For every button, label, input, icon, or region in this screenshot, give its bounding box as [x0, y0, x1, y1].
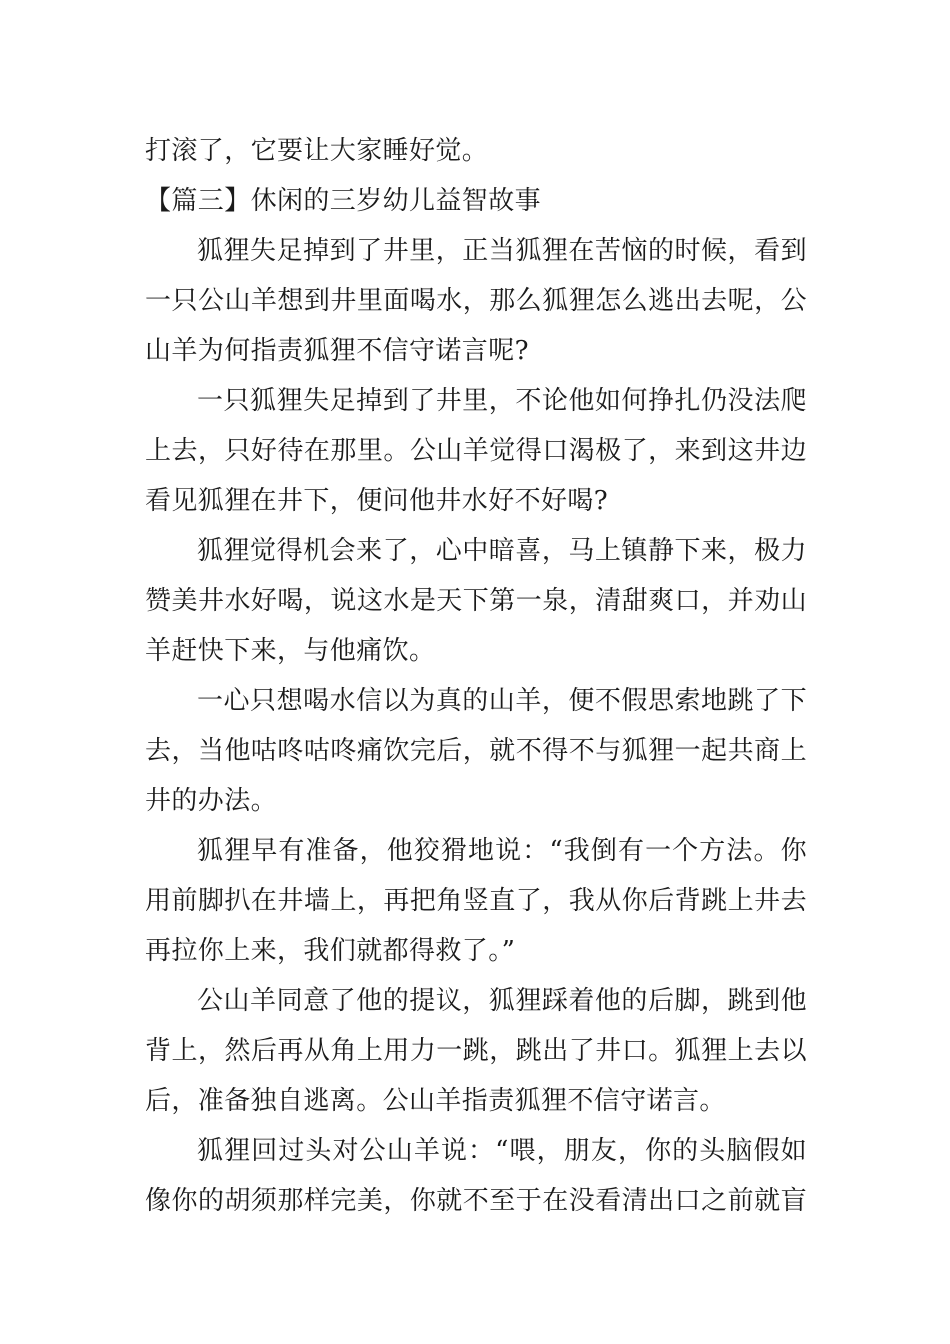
story-text — [145, 126, 807, 1226]
paragraph-start-line: 狐狸早有准备，他狡猾地说：“我倒有一个方法。你 — [197, 836, 807, 866]
text-line: 再拉你上来，我们就都得救了。” — [145, 936, 516, 966]
text-line: 井的办法。 — [145, 786, 278, 816]
section-heading: 【篇三】休闲的三岁幼儿益智故事 — [145, 186, 542, 216]
paragraph-start-line: 狐狸觉得机会来了，心中暗喜，马上镇静下来，极力 — [197, 536, 807, 566]
text-line: 用前脚扒在井墙上，再把角竖直了，我从你后背跳上井去 — [145, 886, 807, 916]
text-line: 羊赶快下来，与他痛饮。 — [145, 636, 436, 666]
text-line: 赞美井水好喝，说这水是天下第一泉，清甜爽口，并劝山 — [145, 586, 807, 616]
text-line: 打滚了，它要让大家睡好觉。 — [145, 136, 489, 166]
text-line: 一只公山羊想到井里面喝水，那么狐狸怎么逃出去呢，公 — [145, 286, 807, 316]
text-line: 背上，然后再从角上用力一跳，跳出了井口。狐狸上去以 — [145, 1036, 807, 1066]
text-line: 去，当他咕咚咕咚痛饮完后，就不得不与狐狸一起共商上 — [145, 736, 807, 766]
text-line: 像你的胡须那样完美，你就不至于在没看清出口之前就盲 — [145, 1186, 807, 1216]
paragraph-start-line: 狐狸回过头对公山羊说：“喂，朋友，你的头脑假如 — [197, 1136, 807, 1166]
paragraph-start-line: 一只狐狸失足掉到了井里，不论他如何挣扎仍没法爬 — [197, 386, 807, 416]
paragraph-start-line: 公山羊同意了他的提议，狐狸踩着他的后脚，跳到他 — [197, 986, 807, 1016]
text-line: 看见狐狸在井下，便问他井水好不好喝? — [145, 486, 609, 516]
paragraph-start-line: 一心只想喝水信以为真的山羊，便不假思索地跳了下 — [197, 686, 807, 716]
text-line: 后，准备独自逃离。公山羊指责狐狸不信守诺言。 — [145, 1086, 726, 1116]
text-line: 上去，只好待在那里。公山羊觉得口渴极了，来到这井边 — [145, 436, 807, 466]
text-line: 山羊为何指责狐狸不信守诺言呢? — [145, 336, 529, 366]
paragraph-start-line: 狐狸失足掉到了井里，正当狐狸在苦恼的时候，看到 — [197, 236, 807, 266]
